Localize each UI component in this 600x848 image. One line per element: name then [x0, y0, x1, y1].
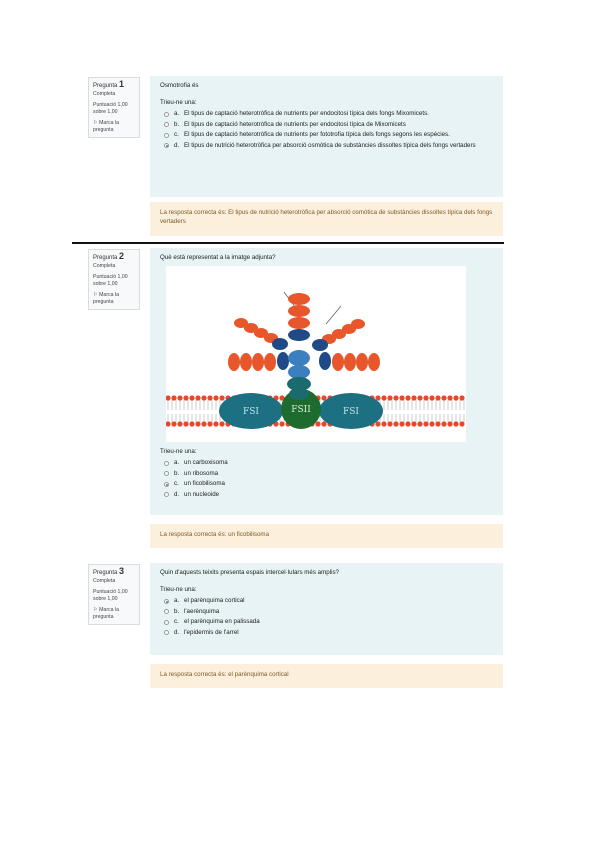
phycobilisome-diagram	[166, 266, 466, 442]
radio-button[interactable]	[164, 471, 169, 476]
flag-question-link[interactable]: ⚐ Marca la pregunta	[93, 292, 120, 305]
question-grade: Puntuació 1,00 sobre 1,00	[93, 589, 128, 602]
allophycocyanin-core	[288, 350, 310, 379]
flag-icon: ⚐	[93, 120, 98, 126]
flag-icon: ⚐	[93, 607, 98, 613]
question-text: Osmotrofia és	[160, 82, 199, 89]
radio-button[interactable]	[164, 609, 169, 614]
phycobilisome-figure	[166, 266, 466, 442]
fsi-label-right: FSI	[343, 406, 359, 417]
question-number: Pregunta 1	[93, 79, 125, 89]
question-content-3	[150, 563, 503, 655]
answer-option-a[interactable]: a. El tipus de captació heterotròfica de nutrients per endocitosi típica dels fongs Mixomicets.	[164, 109, 493, 120]
radio-button[interactable]	[164, 492, 169, 497]
question-content-2	[150, 248, 503, 515]
answer-option-d[interactable]: d. l'epidermis de l'arrel	[164, 628, 493, 639]
question-number: Pregunta 3	[93, 566, 125, 576]
flag-question-link[interactable]: ⚐ Marca la pregunta	[93, 607, 120, 620]
answer-option-c[interactable]: c. El tipus de captació heterotròfica de nutrients per fototrofia típica dels fongs segons les espècies.	[164, 130, 493, 141]
feedback-3: La resposta correcta és: el parènquima cortical	[150, 664, 503, 688]
answer-prompt: Trieu-ne una:	[160, 447, 197, 455]
flag-icon: ⚐	[93, 292, 98, 298]
radio-button[interactable]	[164, 620, 169, 625]
answer-option-c[interactable]: c. un ficobilisoma	[164, 479, 493, 490]
question-state: Completa	[93, 578, 116, 584]
feedback-1: La resposta correcta és: El tipus de nutrició heterotròfica per absorció osmòtica de substàncies dissoltes típica dels fongs vertaders	[150, 202, 503, 236]
answer-option-c[interactable]: c. el parènquima en palissada	[164, 617, 493, 628]
radio-button[interactable]	[164, 112, 169, 117]
answer-option-b[interactable]: b. El tipus de captació heterotròfica de nutrients per endocitosi típica de Mixomicets	[164, 120, 493, 131]
answer-option-d[interactable]: d. El tipus de nutrició heterotròfica per absorció osmòtica de substàncies dissoltes típica dels fongs vertaders	[164, 141, 493, 152]
radio-button[interactable]	[164, 630, 169, 635]
page-divider	[72, 242, 504, 244]
answer-option-b[interactable]: b. l'aerènquima	[164, 607, 493, 618]
answer-option-a[interactable]: a. un carboxisoma	[164, 458, 493, 469]
radio-button[interactable]	[164, 461, 169, 466]
feedback-2: La resposta correcta és: un ficobilisoma	[150, 524, 503, 548]
question-text: Què està representat a la imatge adjunta?	[160, 254, 276, 261]
question-content-1	[150, 76, 503, 197]
answer-option-b[interactable]: b. un ribosoma	[164, 469, 493, 480]
answer-prompt: Trieu-ne una:	[160, 98, 197, 106]
flag-question-link[interactable]: ⚐ Marca la pregunta	[93, 120, 120, 133]
question-text: Quin d'aquests teixits presenta espais intercel·lulars més amplis?	[160, 569, 339, 576]
answer-option-a[interactable]: a. el parènquima cortical	[164, 596, 493, 607]
radio-button[interactable]	[164, 133, 169, 138]
core-linker	[287, 377, 311, 400]
fsii-label: FSII	[291, 404, 311, 415]
question-state: Completa	[93, 263, 116, 269]
question-number: Pregunta 2	[93, 251, 125, 261]
radio-button-selected[interactable]	[164, 599, 169, 604]
question-grade: Puntuació 1,00 sobre 1,00	[93, 274, 128, 287]
question-state: Completa	[93, 91, 116, 97]
question-grade: Puntuació 1,00 sobre 1,00	[93, 102, 128, 115]
question-info-2	[88, 249, 140, 310]
radio-button-selected[interactable]	[164, 482, 169, 487]
radio-button-selected[interactable]	[164, 143, 169, 148]
radio-button[interactable]	[164, 122, 169, 127]
answer-prompt: Trieu-ne una:	[160, 585, 197, 593]
question-info-1	[88, 77, 140, 138]
question-info-3	[88, 564, 140, 625]
fsi-label-left: FSI	[243, 406, 259, 417]
answer-option-d[interactable]: d. un nucleoide	[164, 490, 493, 501]
